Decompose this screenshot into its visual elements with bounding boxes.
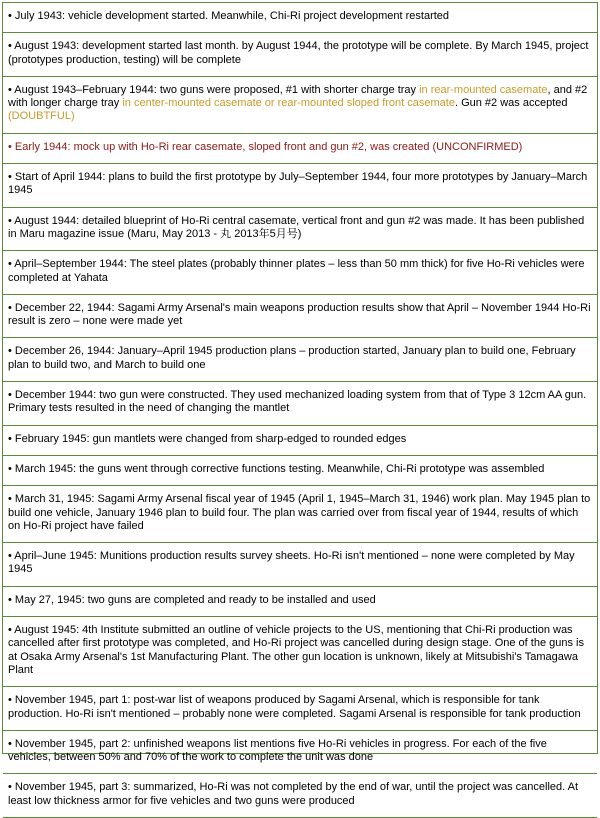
timeline-table (2, 2, 598, 807)
timeline-entry-text (8, 463, 591, 476)
timeline-entry-text (8, 215, 591, 242)
entry-text: • November 1945, part 1: post-war list of weapons produced by Sagami Arsenal, which is responsible for tank production. Ho-Ri isn't mentioned – probably none were completed. Sagami Arsenal is responsible for tank production (8, 694, 581, 720)
timeline-entry-text (8, 345, 591, 372)
entry-text: • February 1945: gun mantlets were changed from sharp-edged to rounded edges (8, 432, 407, 445)
timeline-entry (3, 731, 597, 775)
timeline-entry (3, 77, 597, 134)
entry-text: • March 31, 1945: Sagami Army Arsenal fiscal year of 1945 (April 1, 1945–March 31, 1946) work plan. May 1945 plan to build one vehicle, January 1946 plan to build four. The plan was carried over from fiscal year of 1944, results of which on Ho-Ri project have failed (8, 493, 591, 532)
timeline-entry (3, 774, 597, 818)
timeline-entry-text (8, 694, 591, 721)
entry-text: • December 26, 1944: January–April 1945 production plans – production started, January plan to build one, February plan to build two, and March to build one (8, 345, 576, 371)
timeline-entry-text (8, 389, 591, 416)
timeline-entry-text (8, 781, 591, 808)
timeline-entry (3, 687, 597, 731)
entry-text: • May 27, 1945: two guns are completed and ready to be installed and used (8, 593, 376, 606)
entry-text: • August 1943: development started last month. by August 1944, the prototype will be complete. By March 1945, project (prototypes production, testing) will be complete (8, 40, 589, 66)
entry-text: • December 22, 1944: Sagami Army Arsenal's main weapons production results show that April – November 1944 Ho-Ri result is zero – none were made yet (8, 301, 591, 328)
timeline-entry-text (8, 40, 591, 67)
timeline-entry-text (8, 493, 591, 533)
timeline-entry (3, 338, 597, 382)
timeline-entry-text (8, 302, 591, 329)
timeline-entry-text (8, 433, 591, 446)
timeline-entry (3, 134, 597, 164)
timeline-entry (3, 33, 597, 77)
timeline-entry (3, 617, 597, 687)
timeline-entry-text (8, 550, 591, 577)
timeline-entry (3, 3, 597, 33)
entry-text: • December 1944: two gun were constructed. They used mechanized loading system from that of Type 3 12cm AA gun. Primary tests resulted in the need of changing the mantlet (8, 389, 587, 415)
entry-text: • March 1945: the guns went through corrective functions testing. Meanwhile, Chi-Ri prototype was assembled (8, 462, 545, 475)
timeline-entry-text (8, 258, 591, 285)
timeline-entry-text (8, 84, 591, 124)
timeline-entry-text (8, 141, 591, 154)
entry-text: • November 1945, part 3: summarized, Ho-Ri was not completed by the end of war, until the project was cancelled. At least low thickness armor for five vehicles and two guns were produced (8, 781, 579, 807)
timeline-entry-text (8, 10, 591, 23)
timeline-entry-text (8, 594, 591, 607)
entry-text: • August 1944: detailed blueprint of Ho-Ri central casemate, vertical front and gun #2 was made. It has been published in Maru magazine issue (Maru, May 2013 - 丸 2013年5月号) (8, 214, 585, 240)
timeline-entry (3, 426, 597, 456)
timeline-entry (3, 164, 597, 208)
highlighted-text: in rear-mounted casemate (419, 83, 548, 96)
highlighted-text: in center-mounted casemate or rear-mounted sloped front casemate (122, 97, 455, 110)
unconfirmed-text: • Early 1944: mock up with Ho-Ri rear casemate, sloped front and gun #2, was created (UNCONFIRMED) (8, 140, 523, 153)
entry-text: • April–June 1945: Munitions production results survey sheets. Ho-Ri isn't mentioned – none were completed by May 1945 (8, 550, 575, 576)
entry-text: , and #2 with longer charge tray (8, 83, 588, 110)
entry-text: • Start of April 1944: plans to build the first prototype by July–September 1944, four more prototypes by January–March 1945 (8, 171, 588, 197)
timeline-entry (3, 295, 597, 339)
timeline-entry (3, 208, 597, 252)
entry-text: • April–September 1944: The steel plates (probably thinner plates – less than 50 mm thick) for five Ho-Ri vehicles were completed at Yahata (8, 258, 585, 284)
entry-text: • August 1945: 4th Institute submitted an outline of vehicle projects to the US, mentioning that Chi-Ri production was cancelled after first prototype was completed, and Ho-Ri project was cancelled during design stage. One of the guns is at Osaka Army Arsenal's 1st Manufacturing Plant. The other gun location is unknown, likely at Mitsubishi's Tamagawa Plant (8, 624, 584, 676)
timeline-entry (3, 587, 597, 617)
timeline-entry (3, 382, 597, 426)
timeline-entry (3, 543, 597, 587)
timeline-entry (3, 251, 597, 295)
timeline-entry-text (8, 738, 591, 765)
entry-text: • November 1945, part 2: unfinished weapons list mentions five Ho-Ri vehicles in progress. For each of the five vehicles, between 50% and 70% of the work to complete the unit was done (8, 737, 547, 764)
timeline-entry (3, 486, 597, 543)
highlighted-text: (DOUBTFUL) (8, 110, 75, 123)
timeline-entry (3, 456, 597, 486)
timeline-entry-text (8, 624, 591, 677)
timeline-entry-text (8, 171, 591, 198)
entry-text: • August 1943–February 1944: two guns were proposed, #1 with shorter charge tray (8, 83, 420, 96)
entry-text: • July 1943: vehicle development started. Meanwhile, Chi-Ri project development restarted (8, 10, 450, 22)
entry-text: . Gun #2 was accepted (454, 97, 568, 110)
